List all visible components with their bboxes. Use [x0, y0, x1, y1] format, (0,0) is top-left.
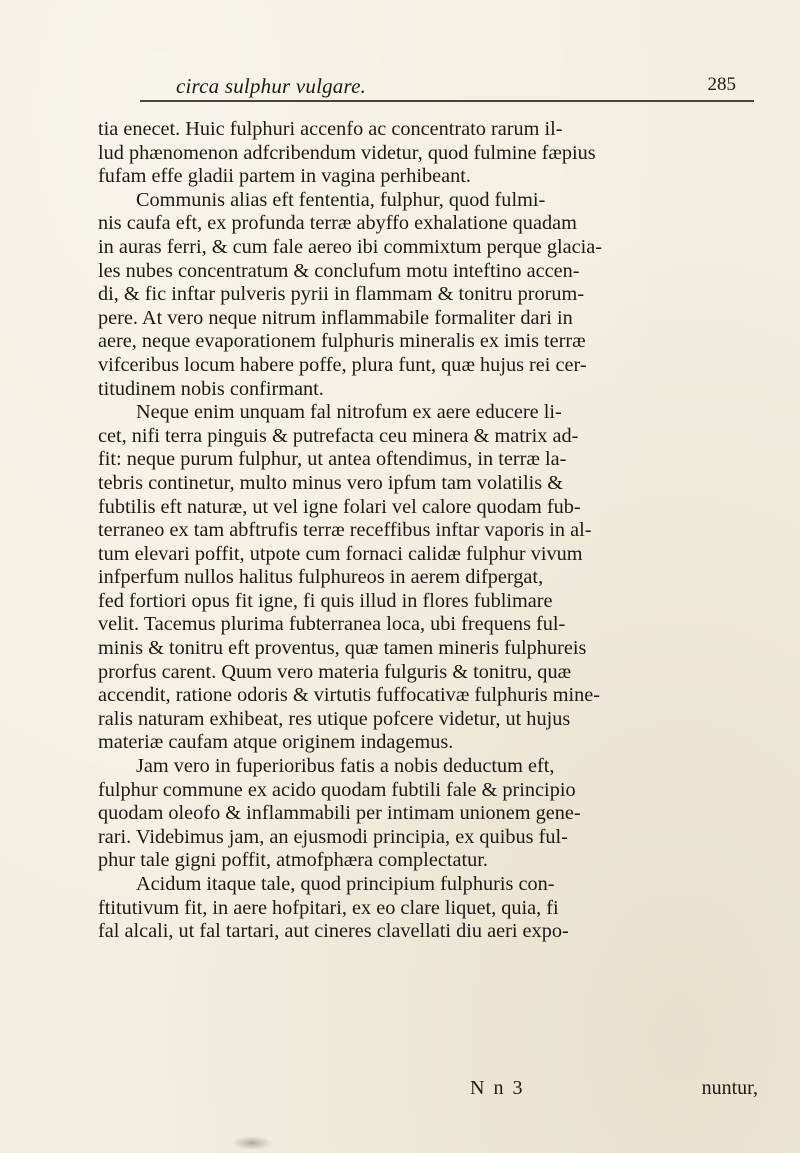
text-line: aere, neque evaporationem fulphuris mineralis ex imis terræ — [98, 330, 586, 353]
text-line: accendit, ratione odoris & virtutis fuffocativæ fulphuris mine- — [98, 684, 601, 707]
page-footer — [98, 1077, 758, 1103]
catchword: nuntur, — [701, 1077, 758, 1099]
text-line: tebris continetur, multo minus vero ipfum tam volatilis & — [98, 471, 564, 494]
text-line: les nubes concentratum & conclufum motu inteftino accen- — [98, 259, 580, 282]
signature-mark: N n 3 — [470, 1077, 525, 1099]
text-line: cet, nifi terra pinguis & putrefacta ceu minera & matrix ad- — [98, 424, 579, 447]
text-line: fal alcali, ut fal tartari, aut cineres clavellati diu aeri expo- — [98, 920, 569, 943]
text-line: phur tale gigni poffit, atmofphæra complectatur. — [98, 849, 488, 872]
text-line: terraneo ex tam abftrufis terræ receffibus inftar vaporis in al- — [98, 519, 592, 542]
text-line: ftitutivum fit, in aere hofpitari, ex eo clare liquet, quia, fi — [98, 896, 559, 919]
text-line: materiæ caufam atque originem indagemus. — [98, 731, 454, 754]
text-line: Acidum itaque tale, quod principium fulphuris con- — [136, 873, 555, 895]
text-line: fubtilis eft naturæ, ut vel igne folari vel calore quodam fub- — [98, 495, 581, 518]
text-line: tum elevari poffit, utpote cum fornaci calidæ fulphur vivum — [98, 542, 583, 565]
text-line: fed fortiori opus fit igne, fi quis illud in flores fublimare — [98, 589, 553, 612]
text-line: prorfus carent. Quum vero materia fulguris & tonitru, quæ — [98, 660, 572, 683]
text-line: di, & fic inftar pulveris pyrii in flammam & tonitru prorum- — [98, 283, 585, 306]
header-rule — [140, 100, 754, 102]
text-line: titudinem nobis confirmant. — [98, 377, 324, 400]
text-line: Communis alias eft fententia, fulphur, quod fulmi- — [136, 188, 546, 211]
text-line: nis caufa eft, ex profunda terræ abyffo exhalatione quadam — [98, 212, 577, 235]
text-line: pere. At vero neque nitrum inflammabile formaliter dari in — [98, 306, 573, 329]
text-line: tia enecet. Huic fulphuri accenfo ac concentrato rarum il- — [98, 118, 563, 140]
text-line: fufam effe gladii partem in vagina perhibeant. — [98, 165, 471, 188]
text-line: quodam oleofo & inflammabili per intimam unionem gene- — [98, 802, 581, 825]
text-line: in auras ferri, & cum fale aereo ibi commixtum perque glacia- — [98, 235, 603, 258]
running-title: circa sulphur vulgare. — [176, 74, 367, 98]
text-line: fit: neque purum fulphur, ut antea oftendimus, in terræ la- — [98, 448, 567, 471]
ink-smudge — [232, 1136, 272, 1150]
text-line: fulphur commune ex acido quodam fubtili fale & principio — [98, 778, 576, 801]
text-line: velit. Tacemus plurima fubterranea loca, ubi frequens ful- — [98, 613, 566, 636]
text-line: vifceribus locum habere poffe, plura funt, quæ hujus rei cer- — [98, 353, 587, 376]
text-line: Neque enim unquam fal nitrofum ex aere educere li- — [136, 401, 562, 424]
text-line: ralis naturam exhibeat, res utique pofcere videtur, ut hujus — [98, 707, 571, 730]
text-line: minis & tonitru eft proventus, quæ tamen mineris fulphureis — [98, 637, 587, 660]
text-line: infperfum nullos halitus fulphureos in aerem difpergat, — [98, 566, 544, 589]
page-number: 285 — [707, 74, 736, 95]
body-text — [98, 118, 758, 944]
text-line: Jam vero in fuperioribus fatis a nobis deductum eft, — [136, 755, 555, 778]
text-line: rari. Videbimus jam, an ejusmodi principia, ex quibus ful- — [98, 825, 568, 848]
text-line: lud phænomenon adfcribendum videtur, quod fulmine fæpius — [98, 141, 596, 164]
